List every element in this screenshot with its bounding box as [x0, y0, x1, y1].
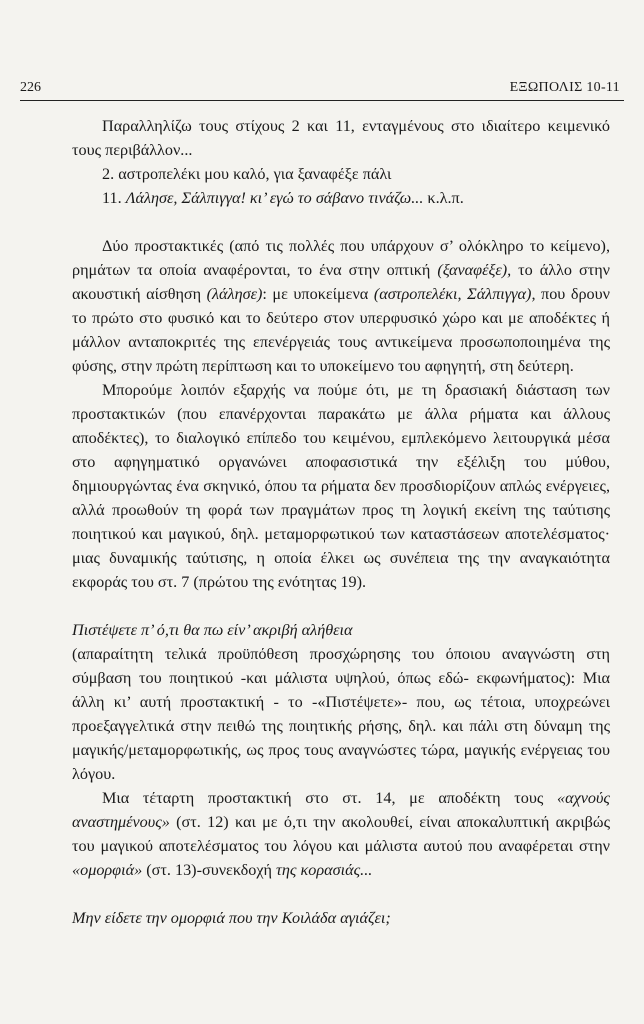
paragraph-2 [72, 234, 610, 378]
paragraph-4: (απαραίτητη τελικά προϋπόθεση προσχώρησης του όποιου αναγνώστη στη σύμβαση του ποιητικού -και μάλιστα υψηλού, όπως εδώ- εκφωνήματος): Μια άλλη κι’ αυτή προστακτική - το -«Πιστέψετε»- που, ως τέτοια, υποχρεώνει προεξαγγελτικά στην πειθώ της ποιητικής ρήσης, δηλ. και πάλι στη δύναμη της μαγικής/μεταμορφωτικής, ως προς τους αναγνώστες τώρα, μαγικής ενέργειας του λόγου. [72, 645, 610, 783]
p5-term-korasias: της κορασιάς... [276, 861, 373, 879]
p5-text-a: Μια τέταρτη προστακτική στο στ. 14, με αποδέκτη τους [102, 789, 557, 807]
verse-line-11 [72, 186, 610, 210]
p2-text-e: : με υποκείμενα [262, 285, 374, 303]
p2-term-lalise: (λάλησε) [206, 285, 263, 303]
verse-text: Λάλησε, Σάλπιγγα! κι’ εγώ το σάβανο τινάζω... [125, 189, 424, 207]
p2-text-a: Δύο προστακτικές (από τις πολλές που υπάρχουν σ’ ολόκληρο το κείμενο), ρημάτων τα οποία αναφέρονται, το ένα στην οπτική [72, 237, 610, 279]
page-header [20, 78, 624, 101]
p2-text-g: που δρουν το πρώτο στο φυσικό και το δεύτερο στον υπερφυσικό χώρο και με αποδέκτες ή μάλλον ανταποκριτές της επενέργειάς τους αντικείμενα προσωποποιημένα της φύσης, στην πρώτη περίπτωση και το υποκείμενο του αφηγητή, στη δεύτερη. [72, 285, 610, 375]
paragraph-1: Παραλληλίζω τους στίχους 2 και 11, ενταγμένους στο ιδιαίτερο κειμενικό τους περιβάλλον... [72, 117, 610, 159]
quote-line-2: Μην είδετε την ομορφιά που την Κοιλάδα αγιάζει; [72, 909, 391, 927]
quote-line-1: Πιστέψετε π’ ό,τι θα πω είν’ ακριβή αλήθεια [72, 621, 353, 639]
p5-text-c: (στ. 12) και με ό,τι την ακολουθεί, είναι αποκαλυπτική ακριβώς του μαγικού αποτελέσματος του λόγου και μάλιστα αυτού που αναφέρεται στην [72, 813, 610, 855]
p2-term-xanafexe: (ξαναφέξε), [437, 261, 512, 279]
p5-term-omorfia: «ομορφιά» [72, 861, 143, 879]
verse-etc: κ.λ.π. [423, 189, 464, 207]
running-title: ΕΞΩΠΟΛΙΣ 10-11 [509, 80, 620, 95]
p5-text-e: (στ. 13)-συνεκδοχή [142, 861, 277, 879]
page-number: 226 [20, 80, 41, 95]
paragraph-3: Μπορούμε λοιπόν εξαρχής να πούμε ότι, με τη δρασιακή διάσταση των προστακτικών (που επανέρχονται παρακάτω με άλλα ρήματα και άλλους αποδέκτες), το διαλογικό επίπεδο του κειμένου, εμπλεκόμενο λειτουργικά μέσα στο αφηγηματικό οργανώνει αποφασιστικά την εξέλιξη του μύθου, δημιουργώντας ένα σκηνικό, όπου τα ρήματα δεν προσδιορίζουν απλώς ενέργειες, αλλά προωθούν τη φορά των πραγμάτων προς τη λογική εκείνη της ταύτισης ποιητικού και μαγικού, δηλ. μεταμορφωτικού των καταστάσεων αποτελέσματος· μιας δυναμικής ταύτισης, η οποία έλκει ως συνέπεια της την αναγκαιότητα εκφοράς του στ. 7 (πρώτου της ενότητας 19). [72, 381, 610, 591]
p5-term-achnous: «αχνούς αναστημένους» [72, 789, 610, 831]
verse-line-2: 2. αστροπελέκι μου καλό, για ξαναφέξε πάλι [102, 165, 392, 183]
p2-text-c: το άλλο στην ακουστική αίσθηση [72, 261, 610, 303]
verse-number: 11. [102, 189, 126, 207]
p2-term-subjects: (αστροπελέκι, Σάλπιγγα), [373, 285, 536, 303]
body-text [72, 114, 610, 930]
paragraph-5 [72, 786, 610, 882]
